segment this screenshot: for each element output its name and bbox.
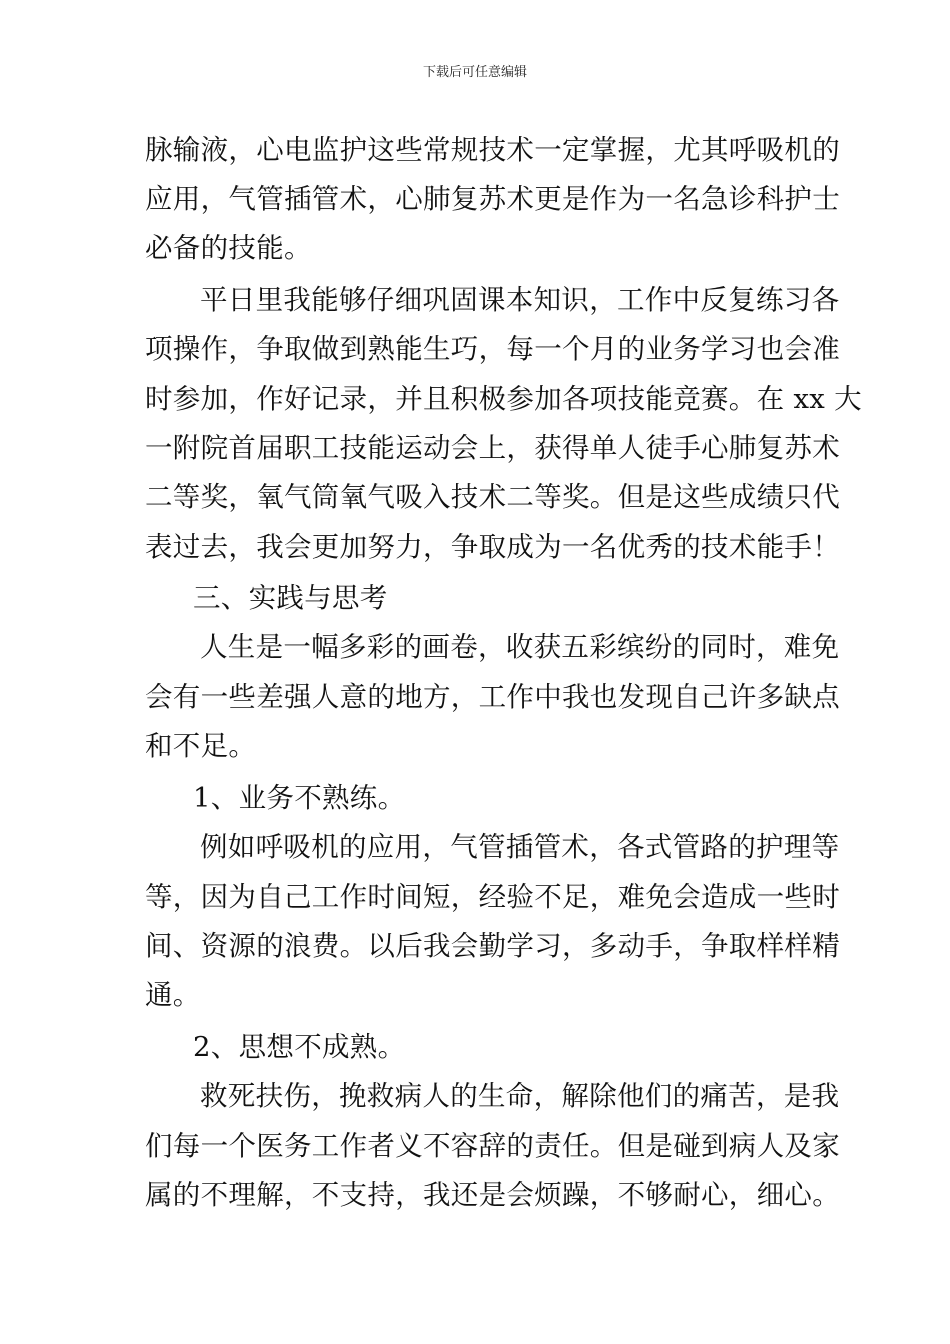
text-line: 通。 (145, 979, 201, 1011)
paragraph-first-line: 例如呼吸机的应用，气管插管术，各式管路的护理等 (200, 831, 840, 863)
text-line: 和不足。 (145, 730, 257, 762)
text-line: 们每一个医务工作者义不容辞的责任。但是碰到病人及家 (145, 1130, 840, 1162)
text-line: 间、资源的浪费。以后我会勤学习，多动手，争取样样精 (145, 930, 840, 962)
subsection-heading: 2、思想不成熟。 (193, 1031, 406, 1063)
text-line: 一附院首届职工技能运动会上，获得单人徒手心肺复苏术 (145, 432, 840, 464)
text-line: 属的不理解，不支持，我还是会烦躁，不够耐心，细心。 (145, 1179, 840, 1211)
text-line: 应用，气管插管术，心肺复苏术更是作为一名急诊科护士 (145, 183, 840, 215)
subsection-heading: 1、业务不熟练。 (193, 782, 406, 814)
section-heading: 三、实践与思考 (193, 582, 388, 614)
text-line: 等，因为自己工作时间短，经验不足，难免会造成一些时 (145, 881, 840, 913)
paragraph-first-line: 人生是一幅多彩的画卷，收获五彩缤纷的同时，难免 (200, 631, 840, 663)
paragraph-first-line: 平日里我能够仔细巩固课本知识，工作中反复练习各 (200, 284, 840, 316)
text-line: 时参加，作好记录，并且积极参加各项技能竞赛。在 xx 大 (145, 383, 862, 415)
text-line: 必备的技能。 (145, 232, 312, 264)
text-line: 表过去，我会更加努力，争取成为一名优秀的技术能手！ (145, 531, 840, 563)
text-line: 二等奖，氧气筒氧气吸入技术二等奖。但是这些成绩只代 (145, 481, 840, 513)
text-line: 项操作，争取做到熟能生巧，每一个月的业务学习也会准 (145, 333, 840, 365)
text-line: 会有一些差强人意的地方，工作中我也发现自己许多缺点 (145, 681, 840, 713)
paragraph-first-line: 救死扶伤，挽救病人的生命，解除他们的痛苦，是我 (200, 1080, 840, 1112)
text-line: 脉输液，心电监护这些常规技术一定掌握，尤其呼吸机的 (145, 134, 840, 166)
page-header: 下载后可任意编辑 (422, 65, 527, 80)
